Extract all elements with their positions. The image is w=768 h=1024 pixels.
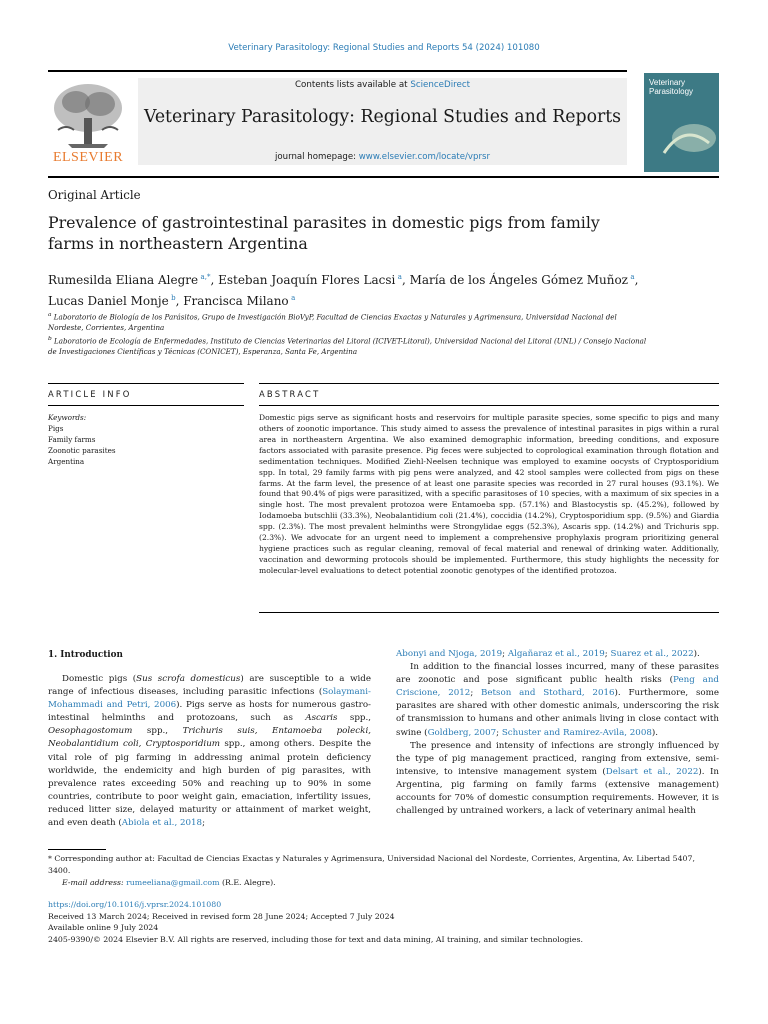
citation-link[interactable]: Suarez et al., 2022 xyxy=(610,649,694,659)
doi-link[interactable]: https://doi.org/10.1016/j.vprsr.2024.101080 xyxy=(48,900,222,909)
sciencedirect-link[interactable]: ScienceDirect xyxy=(410,80,471,90)
homepage-prefix: journal homepage: xyxy=(275,152,359,162)
author-affiliation-mark[interactable]: a xyxy=(630,273,635,281)
author-affiliation-mark[interactable]: a,* xyxy=(200,273,211,281)
publisher-name: ELSEVIER xyxy=(52,150,124,165)
intro-paragraph xyxy=(396,740,719,819)
citation-link[interactable]: Delsart et al., 2022 xyxy=(605,766,699,777)
text-run: ; xyxy=(502,649,508,659)
author-affiliation-mark[interactable]: a xyxy=(291,294,296,302)
corresponding-author-note: * Corresponding author at: Facultad de Ciencias Exactas y Naturales y Agrimensura, Universidad Nacional del Nordeste, Corrientes, Argentina, Av. Libertad 5407, 3400. xyxy=(48,854,695,875)
article-info-rule-2 xyxy=(48,405,244,406)
article-title: Prevalence of gastrointestinal parasites in domestic pigs from family farms in northeastern Argentina xyxy=(48,213,600,253)
abstract-text: Domestic pigs serve as significant hosts and reservoirs for multiple parasite species, some specific to pigs and many others of zoonotic importance. This study aimed to assess the prevalence of intestinal parasites in pigs within a rural area in northeastern Argentina. We also examined demographic information, breeding conditions, and exposure factors associated with parasite presence. Pig feces were subjected to coprological examination through flotation and sedimentation techniques. Modified Ziehl-Neelsen technique was employed to examine oocysts of Cryptosporidium spp. In total, 29 family farms with pig pens were analyzed, and 42 stool samples were collected from pigs on these farms. At the farm level, the presence of at least one parasite species was recorded in 27 rural houses (93.1%). We found that 90.4% of pigs were parasitized, with a specific parasitoses of 10 species, with a maximum of six species in a single host. The most prevalent protozoa were Entamoeba spp. (57.1%) and Blastocystis sp. (45.2%), followed by Iodamoeba butschlii (33.3%), Neobalantidium coli (21.4%), coccidia (14.2%), Cryptosporidium spp. (9.5%) and Giardia spp. (2.3%). The most prevalent helminths were Strongylidae eggs (52.3%), Ascaris spp. (14.2%) and Trichuris spp. (2.3%). We advocate for an urgent need to implement a comprehensive prophylaxis program prioritizing general hygiene practices such as regular cleaning, removal of fecal material and renewal of drinking water. Additionally, vaccination and deworming protocols should be implemented. Furthermore, this study highlights the necessity for molecular-level evaluations to detect potential zoonotic genotypes of the identified protozoa. xyxy=(259,413,719,575)
homepage-link[interactable]: www.elsevier.com/locate/vprsr xyxy=(358,152,490,162)
intro-column-left xyxy=(48,673,371,830)
journal-citation[interactable]: Veterinary Parasitology: Regional Studies and Reports 54 (2024) 101080 xyxy=(228,43,540,53)
author-name: Francisca Milano xyxy=(183,294,289,308)
article-info-heading: ARTICLE INFO xyxy=(48,389,132,399)
author-list: Rumesilda Eliana Alegre $^{a,*}$, Esteban Joaquín Flores Lacsi $^a$, María de los Ángeles Gómez Muñoz $^a$, Lucas Daniel Monje $^b$, Francisca Milano $^a$ xyxy=(48,273,639,308)
author-name: Rumesilda Eliana Alegre xyxy=(48,273,199,287)
email-suffix: (R.E. Alegre). xyxy=(219,878,276,887)
text-run: spp., xyxy=(337,713,371,724)
section-heading-introduction: 1. Introduction xyxy=(48,650,123,660)
affiliation-text: Laboratorio de Ecología de Enfermedades, Instituto de Ciencias Veterinarias del Litoral (ICIVET-Litoral), Universidad Nacional del Litoral (UNL) / Consejo Nacional de Investigaciones Científicas y Técnicas (CONICET), Esperanza, Santa Fe, Argentina xyxy=(48,336,647,357)
header-bottom-rule xyxy=(48,176,719,178)
text-run: ; xyxy=(202,818,206,829)
keyword: Zoonotic parasites xyxy=(48,446,116,455)
keyword: Argentina xyxy=(48,457,85,466)
species-name: Ascaris xyxy=(305,713,338,724)
author-name: Lucas Daniel Monje xyxy=(48,294,169,308)
email-link[interactable]: rumeeliana@gmail.com xyxy=(126,878,220,887)
publication-info xyxy=(48,899,719,945)
citation-link[interactable]: Algañaraz et al., 2019 xyxy=(507,649,605,659)
species-name: Trichuris suis, Entamoeba polecki, Neobalantidium coli, Cryptosporidium xyxy=(48,726,371,750)
homepage-line xyxy=(138,152,627,162)
author-affiliation-mark[interactable]: a xyxy=(397,273,402,281)
email-line xyxy=(48,877,719,889)
journal-title: Veterinary Parasitology: Regional Studies and Reports xyxy=(143,107,622,127)
text-run: ) are susceptible to a wide range of infectious diseases, including parasitic infections ( xyxy=(48,674,371,698)
text-run: spp., xyxy=(132,726,183,737)
text-run: ). xyxy=(651,727,659,738)
intro-paragraph xyxy=(48,673,371,830)
citation-link[interactable]: Abonyi and Njoga, 2019 xyxy=(396,649,503,659)
contents-line xyxy=(138,80,627,90)
affiliation-mark: b xyxy=(48,336,52,342)
footnote-rule xyxy=(48,849,106,850)
author-name: Esteban Joaquín Flores Lacsi xyxy=(218,273,396,287)
abstract-rule-2 xyxy=(259,405,719,406)
abstract-bottom-rule xyxy=(259,612,719,613)
text-run: ; xyxy=(604,649,611,659)
citation-link[interactable]: Schuster and Ramirez-Avila, 2008 xyxy=(501,727,652,738)
citation-link[interactable]: Abiola et al., 2018 xyxy=(121,818,203,829)
citation-link[interactable]: Peng and Criscione, 2012 xyxy=(396,675,719,699)
available-online: Available online 9 July 2024 xyxy=(48,923,159,932)
affiliation xyxy=(48,310,648,333)
footnote xyxy=(48,853,719,889)
text-run: spp., among others. Despite the vital role of pig farming in addressing animal protein deficiency worldwide, the endemicity and high burden of pig parasites, with prevalence rates exceeding 50% and reaching up to 90% in some countries, contribute to poor weight gain, emaciation, infertility issues, reduced litter size, delayed maturity or attainment of market weight, and even death ( xyxy=(48,739,371,829)
citation-link[interactable]: Goldberg, 2007 xyxy=(427,727,497,738)
species-name: Oesophagostomum xyxy=(48,726,133,737)
email-label: E-mail address: xyxy=(62,878,127,887)
author-name: María de los Ángeles Gómez Muñoz xyxy=(409,273,629,287)
intro-paragraph xyxy=(396,648,719,661)
received-dates: Received 13 March 2024; Received in revised form 28 June 2024; Accepted 7 July 2024 xyxy=(48,911,395,921)
keywords-label: Keywords: xyxy=(48,413,87,422)
text-run: ). In Argentina, pig farming on family farms (extensive management) accounts for 70% of domestic consumption requirements. However, it is challenged by untrained workers, a lack of veterinary animal health xyxy=(396,766,719,817)
text-run: ). xyxy=(693,649,700,659)
text-run: ). Furthermore, some parasites are shared with other domestic animals, underscoring the risk of transmission to humans and other animals living in close contact with swine ( xyxy=(396,688,720,738)
abstract-heading: ABSTRACT xyxy=(259,389,321,399)
intro-paragraph xyxy=(396,661,719,740)
copyright: 2405-9390/© 2024 Elsevier B.V. All rights are reserved, including those for text and data mining, AI training, and similar technologies. xyxy=(48,934,583,944)
text-run: ; xyxy=(496,727,502,738)
species-name: Sus scrofa domesticus xyxy=(136,674,241,684)
citation-link[interactable]: Solaymani-Mohammadi and Petri, 2006 xyxy=(48,687,371,711)
affiliation-text: Laboratorio de Biología de los Parásitos, Grupo de Investigación BioVyP, Facultad de Ciencias Exactas y Naturales y Agrimensura, Universidad Nacional del Nordeste, Corrientes, Argentina xyxy=(48,312,617,333)
text-run: The presence and intensity of infections are strongly influenced by the type of pig management practiced, ranging from extensive, semi-intensive, to intensive management system ( xyxy=(396,740,719,777)
keyword: Family farms xyxy=(48,435,96,444)
cover-title: Veterinary Parasitology xyxy=(649,78,694,96)
intro-column-right xyxy=(396,648,719,818)
author-affiliation-mark[interactable]: b xyxy=(171,294,176,302)
citation-link[interactable]: Betson and Stothard, 2016 xyxy=(481,688,615,699)
abstract-rule xyxy=(259,383,719,384)
text-run: In addition to the financial losses incurred, many of these parasites are zoonotic and pose significant public health risks ( xyxy=(396,662,719,686)
affiliation xyxy=(48,334,648,357)
affiliation-mark: a xyxy=(48,312,52,318)
text-run: ; xyxy=(470,688,482,699)
contents-prefix: Contents lists available at xyxy=(294,80,411,90)
article-info-rule xyxy=(48,383,244,384)
header-rule xyxy=(48,70,627,72)
article-type: Original Article xyxy=(48,188,141,202)
text-run: Domestic pigs ( xyxy=(62,674,137,684)
keyword: Pigs xyxy=(48,424,64,433)
text-run: ). Pigs serve as hosts for numerous gastro-intestinal helminths and protozoans, such as xyxy=(48,700,371,724)
